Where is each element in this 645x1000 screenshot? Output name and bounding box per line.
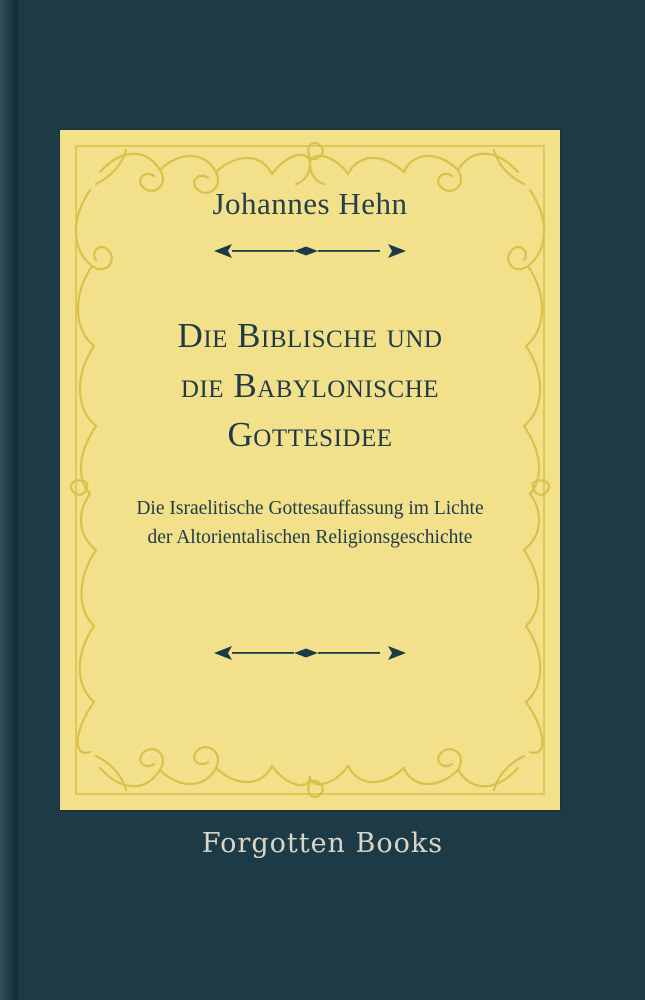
- arrow-diamond-divider-icon: [210, 240, 410, 262]
- subtitle-line-2: der Altorientalischen Religionsgeschichte: [147, 527, 473, 549]
- title-block: [60, 130, 560, 810]
- book-subtitle: [106, 494, 514, 553]
- title-line-1: Die Biblische und: [177, 316, 443, 355]
- title-line-2: die Babylonische: [180, 365, 440, 405]
- publisher-brand: Forgotten Books: [201, 828, 444, 859]
- author-name: Johannes Hehn: [212, 186, 408, 221]
- subtitle-line-1: Die Israelitische Gottesauffassung im Lichte: [136, 498, 484, 520]
- arrow-diamond-divider-bottom-icon: [210, 642, 410, 664]
- title-line-3: Gottesidee: [227, 415, 393, 455]
- book-title: [106, 311, 514, 460]
